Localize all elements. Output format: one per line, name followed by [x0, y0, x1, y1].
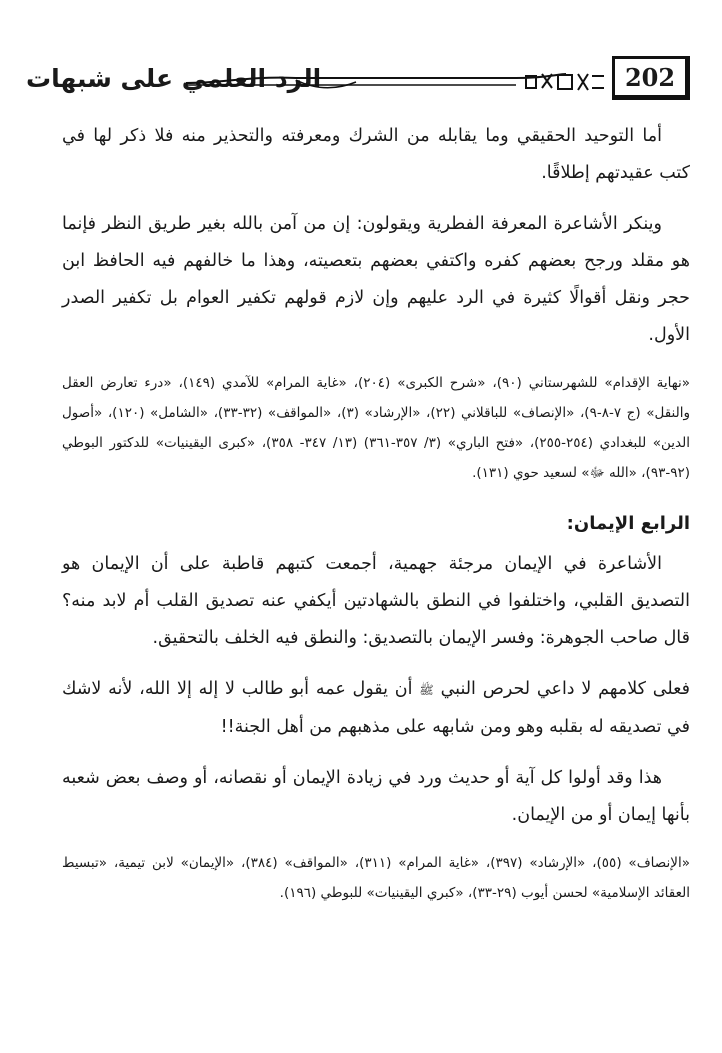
paragraph-5: هذا وقد أولوا كل آية أو حديث ورد في زيادة الإيمان أو نقصانه، أو وصف بعض شعبه بأنها إيمان أو من الإيمان. — [62, 768, 690, 825]
running-title: الرد العلمي على شبهات — [26, 64, 322, 93]
header-ornament-icon — [186, 72, 604, 94]
paragraph-4-part-2: أن يقول عمه أبو طالب لا إله إلا الله، لأنه لاشك في تصديقه له بقلبه وهو ومن شابهه على مذهبهم من أهل الجنة!! — [62, 679, 690, 737]
page-number: 202 — [612, 56, 690, 100]
footnote-1: «نهاية الإقدام» للشهرستاني (٩٠)، «شرح الكبرى» (٢٠٤)، «غاية المرام» للآمدي (١٤٩)، «درء تعارض العقل والنقل» (ج ٧-٨-٩)، «الإنصاف» للباقلاني (٢٢)، «الإرشاد» (٣)، «المواقف» (٣٢-٣٣)، «الشامل» (١٢٠)، «أصول الدين» للبغدادي (٢٥٤-٢٥٥)، «فتح الباري» (٣/ ٣٥٧-٣٦١) (١٣/ ٣٤٧- ٣٥٨)، «كبرى اليقينيات» للدكتور البوطي (٩٢-٩٣)، «الله ﷻ» لسعيد حوي (١٣١). — [62, 375, 690, 481]
paragraph-4-part-1: فعلى كلامهم لا داعي لحرص النبي — [440, 679, 690, 699]
paragraph-2: وينكر الأشاعرة المعرفة الفطرية ويقولون: إن من آمن بالله بغير طريق النظر فإنما هو مقلد ورجح بعضهم كفره واكتفي بعضهم بتعصيته، وهذا ما خالفهم فيه الحافظ ابن حجر ونقل أقوالًا كثيرة في الرد عليهم وإن لازم قولهم تكفير العوام بل تكفير الصدر الأول. — [62, 214, 690, 345]
paragraph-4 — [62, 671, 690, 746]
prophet-salutation: ﷺ — [419, 683, 434, 697]
paragraph-1: أما التوحيد الحقيقي وما يقابله من الشرك ومعرفته والتحذير منه فلا ذكر لها في كتب عقيدتهم إطلاقًا. — [62, 126, 690, 183]
section-heading: الرابع الإيمان: — [566, 513, 690, 534]
page-header — [18, 56, 690, 108]
footnote-2: «الإنصاف» (٥٥)، «الإرشاد» (٣٩٧)، «غاية المرام» (٣١١)، «المواقف» (٣٨٤)، «الإيمان» لابن تيمية، «تبسيط العقائد الإسلامية» لحسن أيوب (٢٩-٣٣)، «كبري اليقينيات» للبوطي (١٩٦). — [62, 855, 690, 901]
page-body — [62, 118, 690, 926]
paragraph-3: الأشاعرة في الإيمان مرجئة جهمية، أجمعت كتبهم قاطبة على أن الإيمان هو التصديق القلبي، واختلفوا في النطق بالشهادتين أيكفي عنه تصديق القلب أم لابد منه؟ قال صاحب الجوهرة: وفسر الإيمان بالتصديق: والنطق فيه الخلف بالتحقيق. — [62, 554, 690, 648]
